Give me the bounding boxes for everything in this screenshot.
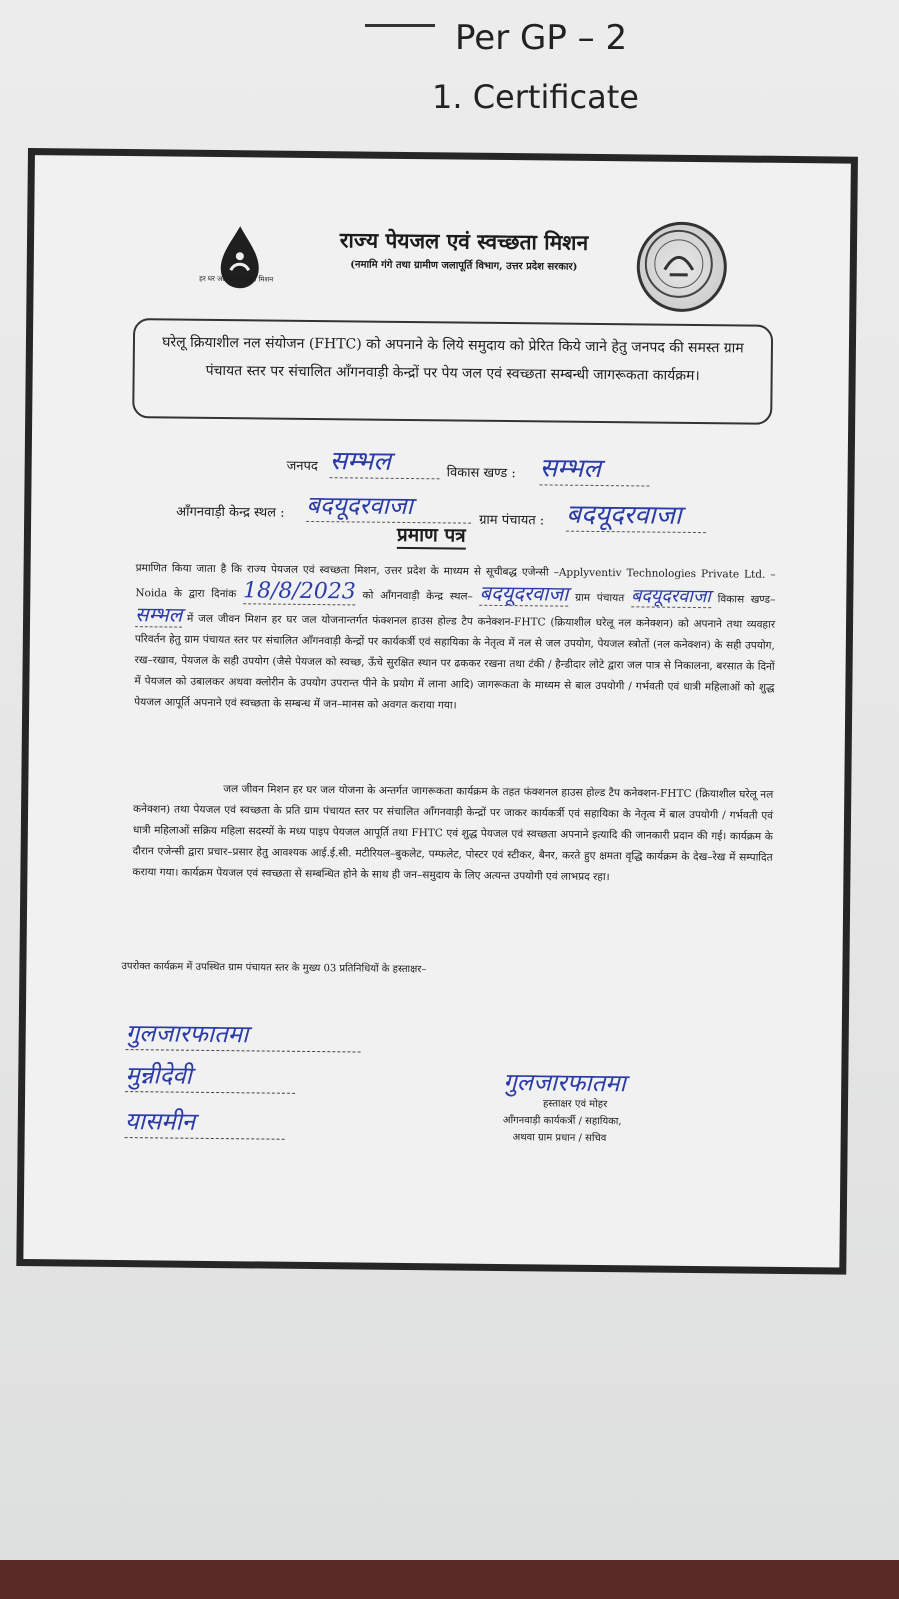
district-label: जनपद [286,458,318,475]
para1-text-a: प्रमाणित किया जाता है कि राज्य पेयजल एवं स्वच्छता मिशन, उत्तर प्रदेश के माध्यम से सूचीबद्ध एजेन्सी –Applyventiv Technologies Private Ltd. – Noida के द्वारा दिनांक [135,562,776,601]
block-value: सम्भल [539,448,649,486]
certificate-frame [16,148,858,1275]
logo-caption: हर घर जल जल जीवन मिशन [199,274,274,284]
water-drop-icon [208,222,271,303]
para1-block-value: सम्भल [134,602,183,627]
date-value: 18/8/2023 [242,578,356,605]
background-surface [0,1560,899,1599]
para1-text-b: को आँगनवाड़ी केन्द्र स्थल– [362,589,473,603]
centre-value: बदयूदरवाजा [306,488,471,524]
doc-title: 1. Certificate [432,78,639,116]
worker-signature: गुलजारफातमा [503,1068,626,1098]
para1-text-c: ग्राम पंचायत [575,591,625,605]
worker-caption-2: आँगनवाड़ी कार्यकर्त्री / सहायिका, [502,1115,622,1128]
para1-gp-value: बदयूदरवाजा [630,585,712,608]
up-govt-seal-icon [636,221,727,312]
certificate-paragraph-2: जल जीवन मिशन हर घर जल योजना के अन्तर्गत जागरूकता कार्यक्रम के तहत फंक्शनल हाउस होल्ड टैप कनेक्शन-FHTC (क्रियाशील घरेलू नल कनेक्शन) तथा पेयजल एवं स्वच्छता के प्रति ग्राम पंचायत स्तर पर संचालित आँगनवाड़ी केन्द्रों पर जाकर कार्यकर्त्री एवं सहायिका के नेतृत्व में बाल उपयोगी / गर्भवती एवं धात्री महिलाओं सक्रिय महिला सदस्यों के मध्य पाइप पेयजल आपूर्ति तथा FHTC एवं शुद्ध पेयजल एवं स्वच्छता अपनाने इत्यादि की जानकारी प्रदान की गई। कार्यक्रम के दौरान एजेन्सी द्वारा प्रचार–प्रसार हेतु आवश्यक आई.ई.सी. मटीरियल–बुकलेट, पम्फलेट, पोस्टर एवं स्टीकर, बैनर, करते हुए क्षमता वृद्धि कार्यक्रम के देख–रेख में सम्पादित कराया गया। कार्यक्रम पेयजल एवं स्वच्छता से सम्बन्धित होने के साथ ही जन–समुदाय के लिए अत्यन्त उपयोगी एवं लाभप्रद रहा। [132,783,774,884]
representative-1-signature: गुलजारफातमा [126,1016,361,1052]
para1-text-d: विकास खण्ड– [717,593,776,606]
para1-centre-value: बदयूदरवाजा [479,580,569,606]
org-subtitle: (नमामि गंगे तथा ग्रामीण जलापूर्ति विभाग, उत्तर प्रदेश सरकार) [350,259,578,273]
para1-text-e: में जल जीवन मिशन हर घर जल योजनान्तर्गत फंक्शनल हाउस होल्ड टैप कनेक्शन-FHTC (क्रियाशील घरेलू नल कनेक्शन) को अपनाने तथा व्यवहार परिवर्तन हेतु ग्राम पंचायत स्तर पर संचालित आँगनवाड़ी केन्द्रों पर कार्यकर्त्री एवं सहायिका के नेतृत्व में नल से जल उपयोग, पेयजल स्त्रोतों (नल कनेक्शन) के सही उपयोग, रख–रखाव, पेयजल के सही उपयोग (जैसे पेयजल को स्वच्छ, ऊँचे सुरक्षित स्थान पर ढककर रखना तथा टंकी / हैन्डीदार लोटे द्वारा जल पात्र से निकालना, बरसात के दिनों में पेयजल को उबालकर अथवा क्लोरीन के उपयोग उपरान्त पीने के प्रयोग में लाना आदि) जागरूकता के माध्यम से बाल उपयोगी / गर्भवती एवं धात्री महिलाओं को शुद्ध पेयजल आपूर्ति अपनाने एवं स्वच्छता के सम्बन्ध में जन–मानस को अवगत कराया गया। [134,612,776,712]
org-title: राज्य पेयजल एवं स्वच्छता मिशन [339,227,589,255]
centre-label: आँगनवाड़ी केन्द्र स्थल : [176,504,285,521]
signatories-intro: उपरोक्त कार्यक्रम में उपस्थित ग्राम पंचायत स्तर के मुख्य 03 प्रतिनिधियों के हस्ताक्षर– [121,961,427,976]
worker-caption-3: अथवा ग्राम प्रधान / सचिव [512,1132,607,1145]
certificate-paragraph-1 [134,558,776,720]
gp-value: बदयूदरवाजा [566,495,706,533]
representative-2-signature: मुन्नीदेवी [125,1058,295,1094]
header-dash [365,24,435,27]
worker-caption-1: हस्ताक्षर एवं मोहर [542,1098,608,1111]
district-value: सम्भल [330,441,440,479]
program-banner: घरेलू क्रियाशील नल संयोजन (FHTC) को अपनाने के लिये समुदाय को प्रेरित किये जाने हेतु जनपद की समस्त ग्राम पंचायत स्तर पर संचालित आँगनवाड़ी केन्द्रों पर पेय जल एवं स्वच्छता सम्बन्धी जागरूकता कार्यक्रम। [132,318,773,425]
representative-3-signature: यासमीन [125,1104,285,1140]
doc-reference: Per GP – 2 [455,18,628,58]
gp-label: ग्राम पंचायत : [479,512,545,529]
certificate-heading: प्रमाण पत्र [397,521,466,550]
block-label: विकास खण्ड : [446,465,516,482]
